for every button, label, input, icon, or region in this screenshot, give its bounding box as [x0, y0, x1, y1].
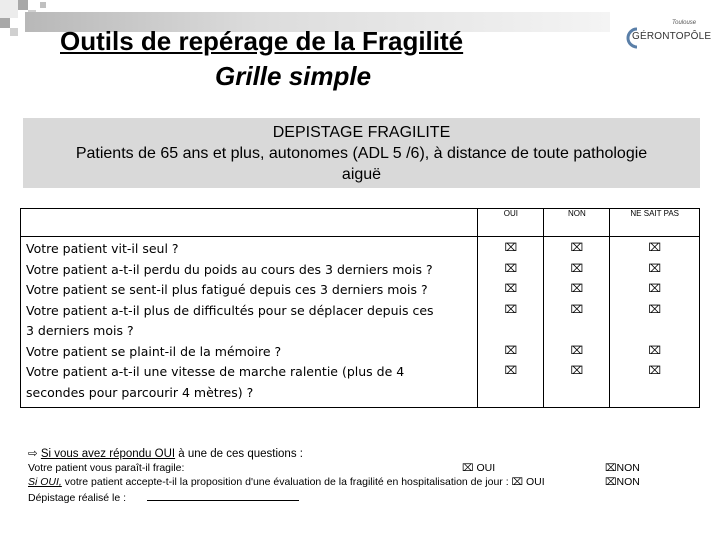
date-input-line[interactable] — [147, 490, 299, 501]
if-oui-prefix: Si OUI, — [28, 476, 62, 488]
checkbox-q1-oui[interactable]: ⌧ — [504, 242, 518, 254]
checkbox-icon: ⌧ — [605, 477, 617, 488]
checkbox-q2-nsp[interactable]: ⌧ — [648, 262, 662, 275]
checkbox-q1-non[interactable]: ⌧ — [570, 242, 584, 254]
checkbox-q2-oui[interactable]: ⌧ — [504, 262, 518, 275]
arrow-icon: ⇨ — [28, 448, 38, 460]
fragile-oui[interactable] — [462, 462, 495, 474]
date-line — [28, 490, 299, 504]
page-title: Outils de repérage de la Fragilité — [60, 26, 464, 56]
page-subtitle: Grille simple — [215, 61, 372, 91]
question-2: Votre patient a-t-il perdu du poids au cours des 3 derniers mois ? — [26, 261, 433, 277]
question-5: Votre patient se plaint-il de la mémoire ? — [26, 343, 282, 359]
checkbox-q3-nsp[interactable]: ⌧ — [648, 283, 662, 295]
grid-body-row — [21, 237, 700, 408]
if-yes-line — [28, 446, 303, 460]
question-6-cont: secondes pour parcourir 4 mètres) ? — [26, 384, 254, 400]
logo-city: Toulouse — [672, 20, 697, 26]
if-yes-prefix: Si vous avez répondu OUI — [40, 448, 176, 460]
checkbox-q5-nsp[interactable]: ⌧ — [648, 344, 662, 357]
screening-banner — [23, 118, 700, 188]
column-ne-sait-pas: NE SAIT PAS — [610, 209, 700, 237]
ne-sait-pas-checkboxes — [610, 237, 700, 408]
fragile-question: Votre patient vous paraît-il fragile: — [28, 462, 185, 474]
checkbox-q4-nsp[interactable]: ⌧ — [648, 303, 662, 316]
oui-checkboxes — [478, 237, 544, 408]
checkbox-q4-oui[interactable]: ⌧ — [504, 303, 518, 316]
if-yes-suffix: à une de ces questions : — [175, 448, 303, 460]
evaluation-oui-label: OUI — [526, 476, 545, 488]
banner-line-3: aiguë — [341, 166, 382, 183]
checkbox-q3-oui[interactable]: ⌧ — [504, 283, 518, 295]
gerontopole-logo — [624, 20, 712, 50]
date-label: Dépistage réalisé le : — [28, 492, 127, 504]
checkbox-q2-non[interactable]: ⌧ — [570, 262, 584, 275]
checkbox-q6-non[interactable]: ⌧ — [570, 365, 584, 377]
non-checkboxes — [544, 237, 610, 408]
checkbox-q3-non[interactable]: ⌧ — [570, 283, 584, 295]
banner-title: DEPISTAGE FRAGILITE — [272, 124, 451, 141]
fragile-non[interactable] — [605, 462, 640, 474]
column-oui: OUI — [478, 209, 544, 237]
evaluation-non-label: NON — [616, 476, 640, 488]
evaluation-question — [28, 476, 545, 488]
question-4: Votre patient a-t-il plus de difficultés pour se déplacer depuis ces — [26, 302, 434, 318]
logo-text: GÉRONTOPÔLE — [632, 31, 712, 42]
checkbox-icon: ⌧ — [462, 463, 474, 474]
grid-header-empty — [21, 209, 478, 237]
checkbox-q5-oui[interactable]: ⌧ — [504, 344, 518, 357]
question-1: Votre patient vit-il seul ? — [26, 241, 179, 256]
checkbox-q4-non[interactable]: ⌧ — [570, 303, 584, 316]
checkbox-q6-nsp[interactable]: ⌧ — [648, 365, 662, 377]
questions-cell — [21, 237, 478, 408]
checkbox-icon: ⌧ — [605, 463, 617, 474]
question-6: Votre patient a-t-il une vitesse de marche ralentie (plus de 4 — [26, 364, 405, 379]
column-non: NON — [544, 209, 610, 237]
checkbox-q5-non[interactable]: ⌧ — [570, 344, 584, 357]
fragile-non-label: NON — [616, 462, 640, 474]
checkbox-q1-nsp[interactable]: ⌧ — [648, 242, 662, 254]
grid-header-row — [21, 209, 700, 237]
evaluation-text: votre patient accepte-t-il la proposition d'une évaluation de la fragilité en hospitalisation de jour : — [61, 476, 512, 488]
screening-grid — [20, 208, 700, 408]
question-4-cont: 3 derniers mois ? — [26, 323, 134, 338]
checkbox-icon[interactable]: ⌧ — [511, 477, 524, 488]
evaluation-non[interactable] — [605, 476, 640, 488]
banner-line-2: Patients de 65 ans et plus, autonomes (ADL 5 /6), à distance de toute pathologie — [75, 145, 648, 162]
checkbox-q6-oui[interactable]: ⌧ — [504, 365, 518, 377]
fragile-oui-label: OUI — [476, 462, 496, 474]
question-3: Votre patient se sent-il plus fatigué depuis ces 3 derniers mois ? — [26, 282, 428, 297]
